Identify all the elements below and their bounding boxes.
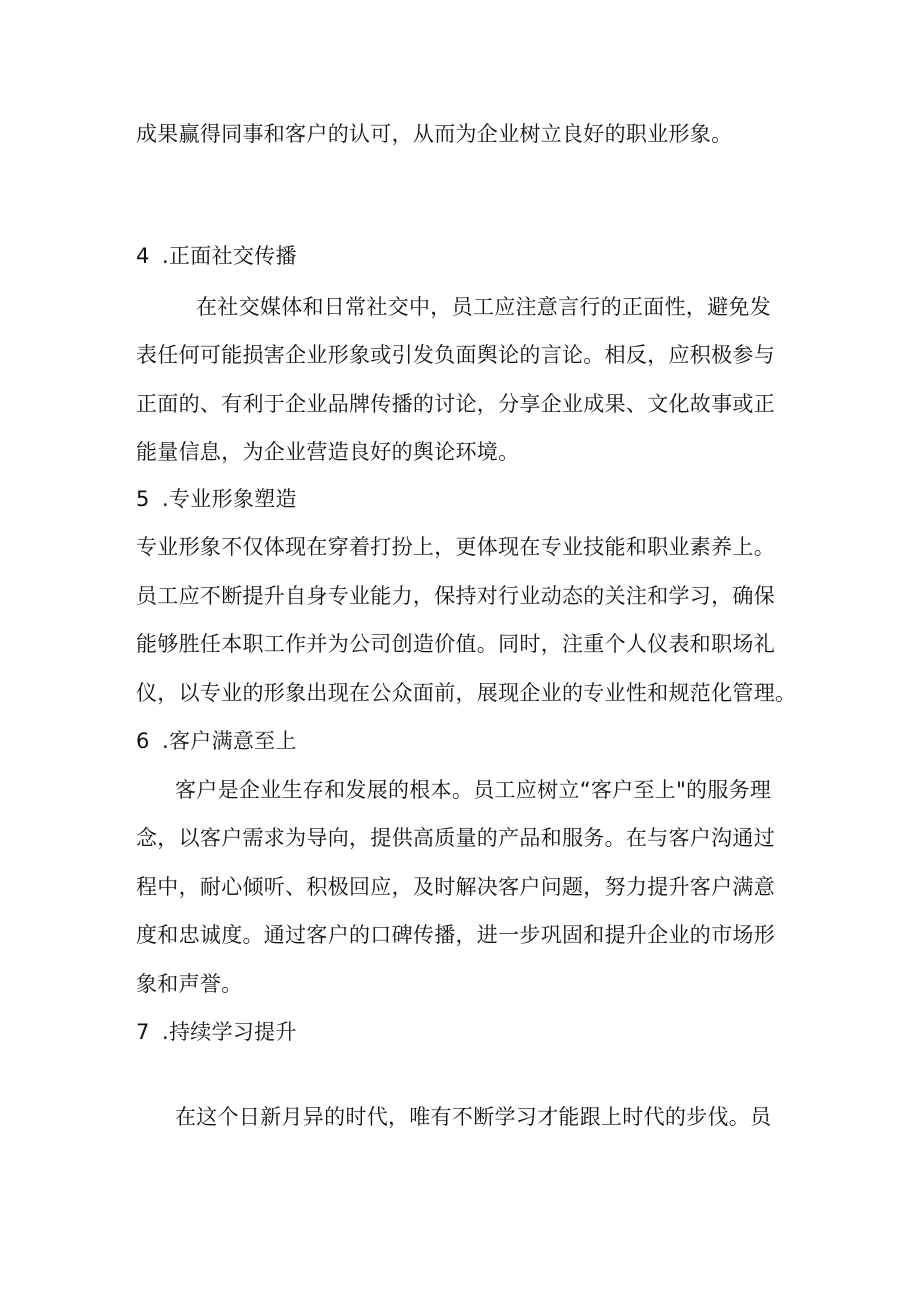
paragraph-line: 正面的、有利于企业品牌传播的讨论，分享企业成果、文化故事或正 <box>136 392 775 416</box>
section-title: .专业形象塑造 <box>162 487 297 511</box>
section-title: .持续学习提升 <box>162 1020 297 1044</box>
paragraph-line: 专业形象不仅体现在穿着打扮上，更体现在专业技能和职业素养上。 <box>136 535 775 559</box>
section-title: .客户满意至上 <box>162 729 297 753</box>
paragraph-line: 仪，以专业的形象出现在公众面前，展现企业的专业性和规范化管理。 <box>136 681 797 705</box>
section-number: 5 <box>136 487 150 511</box>
section-heading-4 <box>136 242 297 270</box>
paragraph-line: 表任何可能损害企业形象或引发负面舆论的言论。相反，应积极参与 <box>136 343 775 367</box>
paragraph-line: 念，以客户需求为导向，提供高质量的产品和服务。在与客户沟通过 <box>136 826 775 850</box>
section-heading-7 <box>136 1018 297 1046</box>
paragraph-line: 程中，耐心倾听、积极回应，及时解决客户问题，努力提升客户满意 <box>136 875 775 899</box>
paragraph-line: 在这个日新月异的时代，唯有不断学习才能跟上时代的步伐。员 <box>175 1105 772 1129</box>
section-number: 7 <box>136 1020 150 1044</box>
section-title: .正面社交传播 <box>162 244 297 268</box>
paragraph-line: 度和忠诚度。通过客户的口碑传播，进一步巩固和提升企业的市场形 <box>136 923 775 947</box>
paragraph-line: 在社交媒体和日常社交中，员工应注意言行的正面性，避免发 <box>196 295 772 319</box>
section-heading-5 <box>136 485 297 513</box>
section-heading-6 <box>136 727 297 755</box>
section-number: 4 <box>136 244 150 268</box>
section-number: 6 <box>136 729 150 753</box>
paragraph-line: 能量信息，为企业营造良好的舆论环境。 <box>136 440 520 464</box>
paragraph-line: 员工应不断提升自身专业能力，保持对行业动态的关注和学习，确保 <box>136 584 775 608</box>
intro-line: 成果赢得同事和客户的认可，从而为企业树立良好的职业形象。 <box>136 122 733 146</box>
paragraph-line: 客户是企业生存和发展的根本。员工应树立“客户至上"的服务理 <box>175 778 772 802</box>
paragraph-line: 能够胜任本职工作并为公司创造价值。同时，注重个人仪表和职场礼 <box>136 632 775 656</box>
paragraph-line: 象和声誉。 <box>136 972 243 996</box>
